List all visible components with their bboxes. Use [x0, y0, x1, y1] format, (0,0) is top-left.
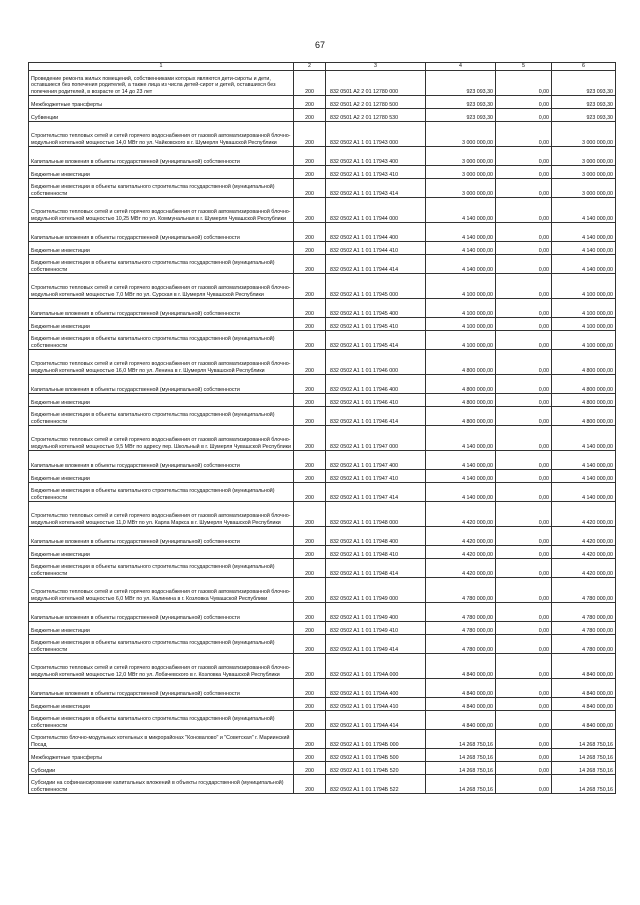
row-name-cell: Капитальные вложения в объекты государственной (муниципальной) собственности — [29, 679, 294, 698]
row-change-cell: 0,00 — [496, 147, 552, 166]
row-amount-cell: 4 420 000,00 — [426, 527, 496, 546]
row-admin-cell: 200 — [294, 375, 326, 394]
row-admin-cell: 200 — [294, 603, 326, 622]
row-amount-cell: 4 140 000,00 — [426, 198, 496, 223]
row-change-cell: 0,00 — [496, 122, 552, 147]
row-admin-cell: 200 — [294, 318, 326, 331]
row-change-cell: 0,00 — [496, 96, 552, 109]
row-total-cell: 4 420 000,00 — [552, 559, 616, 578]
row-code-cell: 832 0502 A1 1 01 1794Б 522 — [326, 775, 426, 794]
row-change-cell: 0,00 — [496, 451, 552, 470]
table-row — [29, 109, 616, 122]
row-code-cell: 832 0502 A1 1 01 17948 410 — [326, 546, 426, 559]
row-admin-cell: 200 — [294, 749, 326, 762]
row-change-cell: 0,00 — [496, 274, 552, 299]
row-change-cell: 0,00 — [496, 749, 552, 762]
row-code-cell: 832 0502 A1 1 01 17943 400 — [326, 147, 426, 166]
row-name-cell: Бюджетные инвестиции — [29, 318, 294, 331]
row-total-cell: 3 000 000,00 — [552, 147, 616, 166]
row-total-cell: 4 840 000,00 — [552, 654, 616, 679]
row-admin-cell: 200 — [294, 762, 326, 775]
table-row — [29, 331, 616, 350]
row-change-cell: 0,00 — [496, 635, 552, 654]
row-code-cell: 832 0502 A1 1 01 1794A 000 — [326, 654, 426, 679]
row-code-cell: 832 0502 A1 1 01 17947 000 — [326, 426, 426, 451]
row-amount-cell: 14 268 750,16 — [426, 730, 496, 749]
row-change-cell: 0,00 — [496, 331, 552, 350]
table-row — [29, 350, 616, 375]
table-row — [29, 179, 616, 198]
row-admin-cell: 200 — [294, 698, 326, 711]
table-row — [29, 679, 616, 698]
column-header: 3 — [326, 63, 426, 71]
row-code-cell: 832 0502 A1 1 01 17948 000 — [326, 502, 426, 527]
row-total-cell: 14 268 750,16 — [552, 749, 616, 762]
row-name-cell: Бюджетные инвестиции в объекты капитального строительства государственной (муниципальной) собственности — [29, 711, 294, 730]
table-row — [29, 502, 616, 527]
row-code-cell: 832 0502 A1 1 01 17943 000 — [326, 122, 426, 147]
row-amount-cell: 14 268 750,16 — [426, 775, 496, 794]
row-code-cell: 832 0502 A1 1 01 17947 410 — [326, 470, 426, 483]
row-amount-cell: 923 093,30 — [426, 96, 496, 109]
row-total-cell: 4 100 000,00 — [552, 274, 616, 299]
row-amount-cell: 4 840 000,00 — [426, 711, 496, 730]
row-admin-cell: 200 — [294, 654, 326, 679]
row-amount-cell: 4 800 000,00 — [426, 350, 496, 375]
row-amount-cell: 923 093,30 — [426, 71, 496, 96]
row-name-cell: Бюджетные инвестиции в объекты капитального строительства государственной (муниципальной) собственности — [29, 635, 294, 654]
table-row — [29, 483, 616, 502]
row-total-cell: 3 000 000,00 — [552, 166, 616, 179]
row-total-cell: 4 800 000,00 — [552, 375, 616, 394]
row-admin-cell: 200 — [294, 255, 326, 274]
row-total-cell: 4 780 000,00 — [552, 578, 616, 603]
row-name-cell: Строительство тепловых сетей и сетей горячего водоснабжения от газовой автоматизированной блочно-модульной котельной мощностью 7,0 МВт по ул. Сурская в г. Шумерля Чувашской Республики — [29, 274, 294, 299]
row-code-cell: 832 0502 A1 1 01 17948 414 — [326, 559, 426, 578]
row-admin-cell: 200 — [294, 711, 326, 730]
row-amount-cell: 14 268 750,16 — [426, 749, 496, 762]
column-header: 4 — [426, 63, 496, 71]
row-amount-cell: 4 420 000,00 — [426, 546, 496, 559]
row-code-cell: 832 0502 A1 1 01 17943 414 — [326, 179, 426, 198]
table-row — [29, 730, 616, 749]
row-admin-cell: 200 — [294, 299, 326, 318]
row-change-cell: 0,00 — [496, 527, 552, 546]
row-change-cell: 0,00 — [496, 255, 552, 274]
row-amount-cell: 4 840 000,00 — [426, 679, 496, 698]
row-total-cell: 4 100 000,00 — [552, 331, 616, 350]
table-row — [29, 654, 616, 679]
row-change-cell: 0,00 — [496, 179, 552, 198]
row-name-cell: Бюджетные инвестиции — [29, 698, 294, 711]
row-code-cell: 832 0502 A1 1 01 17948 400 — [326, 527, 426, 546]
row-amount-cell: 923 093,30 — [426, 109, 496, 122]
row-admin-cell: 200 — [294, 470, 326, 483]
table-row — [29, 451, 616, 470]
row-name-cell: Строительство тепловых сетей и сетей горячего водоснабжения от газовой автоматизированной блочно-модульной котельной мощностью 6,0 МВт по ул. Калинина в г. Козловка Чувашской Республики — [29, 578, 294, 603]
row-code-cell: 832 0502 A1 1 01 17946 414 — [326, 407, 426, 426]
table-row — [29, 71, 616, 96]
row-name-cell: Строительство тепловых сетей и сетей горячего водоснабжения от газовой автоматизированной блочно-модульной котельной мощностью 12,0 МВт по ул. Лобачевского в г. Козловка Чувашской Республики — [29, 654, 294, 679]
column-header: 1 — [29, 63, 294, 71]
row-amount-cell: 4 800 000,00 — [426, 407, 496, 426]
row-change-cell: 0,00 — [496, 502, 552, 527]
row-amount-cell: 4 140 000,00 — [426, 451, 496, 470]
row-admin-cell: 200 — [294, 331, 326, 350]
row-total-cell: 4 780 000,00 — [552, 603, 616, 622]
row-name-cell: Капитальные вложения в объекты государственной (муниципальной) собственности — [29, 223, 294, 242]
row-amount-cell: 4 140 000,00 — [426, 483, 496, 502]
row-admin-cell: 200 — [294, 242, 326, 255]
row-code-cell: 832 0502 A1 1 01 1794Б 520 — [326, 762, 426, 775]
row-change-cell: 0,00 — [496, 470, 552, 483]
table-row — [29, 407, 616, 426]
row-change-cell: 0,00 — [496, 375, 552, 394]
row-total-cell: 4 140 000,00 — [552, 255, 616, 274]
row-code-cell: 832 0502 A1 1 01 17945 410 — [326, 318, 426, 331]
row-change-cell: 0,00 — [496, 775, 552, 794]
row-amount-cell: 4 420 000,00 — [426, 502, 496, 527]
row-amount-cell: 4 840 000,00 — [426, 698, 496, 711]
row-code-cell: 832 0502 A1 1 01 17947 414 — [326, 483, 426, 502]
table-row — [29, 527, 616, 546]
row-total-cell: 923 093,30 — [552, 71, 616, 96]
row-total-cell: 14 268 750,16 — [552, 762, 616, 775]
row-total-cell: 4 840 000,00 — [552, 711, 616, 730]
row-total-cell: 4 800 000,00 — [552, 394, 616, 407]
row-name-cell: Строительство блочно-модульных котельных в микрорайонах "Коновалово" и "Советская" г. Мариинский Посад — [29, 730, 294, 749]
row-name-cell: Капитальные вложения в объекты государственной (муниципальной) собственности — [29, 451, 294, 470]
row-amount-cell: 4 420 000,00 — [426, 559, 496, 578]
row-name-cell: Бюджетные инвестиции — [29, 470, 294, 483]
row-admin-cell: 200 — [294, 775, 326, 794]
row-admin-cell: 200 — [294, 546, 326, 559]
row-admin-cell: 200 — [294, 407, 326, 426]
row-name-cell: Проведение ремонта жилых помещений, собственниками которых являются дети-сироты и дети, оставшиеся без попечения родителей, а также лица из числа детей-сирот и детей, оставшихся без попечения родителей, в возрасте от 14 до 23 лет — [29, 71, 294, 96]
row-total-cell: 923 093,30 — [552, 96, 616, 109]
table-row — [29, 299, 616, 318]
row-change-cell: 0,00 — [496, 242, 552, 255]
row-name-cell: Бюджетные инвестиции в объекты капитального строительства государственной (муниципальной) собственности — [29, 255, 294, 274]
row-admin-cell: 200 — [294, 578, 326, 603]
row-code-cell: 832 0502 A1 1 01 1794A 400 — [326, 679, 426, 698]
row-change-cell: 0,00 — [496, 426, 552, 451]
row-amount-cell: 4 800 000,00 — [426, 375, 496, 394]
row-code-cell: 832 0502 A1 1 01 1794A 410 — [326, 698, 426, 711]
table-row — [29, 559, 616, 578]
row-code-cell: 832 0502 A1 1 01 17947 400 — [326, 451, 426, 470]
row-name-cell: Строительство тепловых сетей и сетей горячего водоснабжения от газовой автоматизированной блочно-модульной котельной мощностью 9,5 МВт по адресу пер. Школьный в г. Шумерля Чувашской Республики — [29, 426, 294, 451]
table-row — [29, 622, 616, 635]
table-row — [29, 166, 616, 179]
row-amount-cell: 4 140 000,00 — [426, 255, 496, 274]
row-admin-cell: 200 — [294, 147, 326, 166]
row-change-cell: 0,00 — [496, 762, 552, 775]
row-change-cell: 0,00 — [496, 223, 552, 242]
row-code-cell: 832 0501 A2 2 01 12780 000 — [326, 71, 426, 96]
row-total-cell: 4 140 000,00 — [552, 242, 616, 255]
row-admin-cell: 200 — [294, 109, 326, 122]
row-admin-cell: 200 — [294, 274, 326, 299]
row-total-cell: 923 093,30 — [552, 109, 616, 122]
row-total-cell: 4 140 000,00 — [552, 470, 616, 483]
row-amount-cell: 4 140 000,00 — [426, 470, 496, 483]
row-amount-cell: 4 780 000,00 — [426, 603, 496, 622]
table-row — [29, 242, 616, 255]
table-row — [29, 749, 616, 762]
column-header: 5 — [496, 63, 552, 71]
table-row — [29, 775, 616, 794]
row-total-cell: 4 780 000,00 — [552, 635, 616, 654]
table-row — [29, 698, 616, 711]
row-change-cell: 0,00 — [496, 198, 552, 223]
table-body — [29, 71, 616, 794]
row-amount-cell: 4 780 000,00 — [426, 635, 496, 654]
row-name-cell: Бюджетные инвестиции — [29, 242, 294, 255]
header-row — [29, 63, 616, 71]
row-name-cell: Субсидии на софинансирование капитальных вложений в объекты государственной (муниципальной) собственности — [29, 775, 294, 794]
page-number: 67 — [314, 40, 325, 50]
table-row — [29, 394, 616, 407]
row-admin-cell: 200 — [294, 198, 326, 223]
row-admin-cell: 200 — [294, 350, 326, 375]
column-header: 6 — [552, 63, 616, 71]
row-code-cell: 832 0501 A2 2 01 12780 530 — [326, 109, 426, 122]
row-name-cell: Капитальные вложения в объекты государственной (муниципальной) собственности — [29, 603, 294, 622]
row-total-cell: 4 840 000,00 — [552, 679, 616, 698]
row-admin-cell: 200 — [294, 559, 326, 578]
row-code-cell: 832 0502 A1 1 01 17943 410 — [326, 166, 426, 179]
row-change-cell: 0,00 — [496, 711, 552, 730]
row-name-cell: Капитальные вложения в объекты государственной (муниципальной) собственности — [29, 147, 294, 166]
row-admin-cell: 200 — [294, 622, 326, 635]
row-total-cell: 4 840 000,00 — [552, 698, 616, 711]
row-change-cell: 0,00 — [496, 109, 552, 122]
row-total-cell: 4 140 000,00 — [552, 198, 616, 223]
row-name-cell: Субвенции — [29, 109, 294, 122]
row-name-cell: Бюджетные инвестиции в объекты капитального строительства государственной (муниципальной) собственности — [29, 331, 294, 350]
row-change-cell: 0,00 — [496, 559, 552, 578]
row-code-cell: 832 0502 A1 1 01 17944 414 — [326, 255, 426, 274]
table-row — [29, 635, 616, 654]
row-code-cell: 832 0502 A1 1 01 17945 414 — [326, 331, 426, 350]
row-amount-cell: 4 840 000,00 — [426, 654, 496, 679]
row-amount-cell: 4 100 000,00 — [426, 331, 496, 350]
row-change-cell: 0,00 — [496, 546, 552, 559]
row-change-cell: 0,00 — [496, 350, 552, 375]
row-admin-cell: 200 — [294, 527, 326, 546]
row-amount-cell: 4 140 000,00 — [426, 426, 496, 451]
row-code-cell: 832 0501 A2 2 01 12780 500 — [326, 96, 426, 109]
row-admin-cell: 200 — [294, 730, 326, 749]
row-name-cell: Капитальные вложения в объекты государственной (муниципальной) собственности — [29, 299, 294, 318]
row-admin-cell: 200 — [294, 451, 326, 470]
row-code-cell: 832 0502 A1 1 01 17944 410 — [326, 242, 426, 255]
table-row — [29, 578, 616, 603]
row-amount-cell: 3 000 000,00 — [426, 179, 496, 198]
row-amount-cell: 4 140 000,00 — [426, 223, 496, 242]
row-total-cell: 3 000 000,00 — [552, 179, 616, 198]
row-change-cell: 0,00 — [496, 318, 552, 331]
row-total-cell: 4 140 000,00 — [552, 483, 616, 502]
row-code-cell: 832 0502 A1 1 01 1794A 414 — [326, 711, 426, 730]
row-code-cell: 832 0502 A1 1 01 17944 400 — [326, 223, 426, 242]
row-admin-cell: 200 — [294, 483, 326, 502]
row-total-cell: 4 420 000,00 — [552, 527, 616, 546]
row-name-cell: Строительство тепловых сетей и сетей горячего водоснабжения от газовой автоматизированной блочно-модульной котельной мощностью 14,0 МВт по ул. Чайковского в г. Шумерля Чувашской Республики — [29, 122, 294, 147]
row-name-cell: Строительство тепловых сетей и сетей горячего водоснабжения от газовой автоматизированной блочно-модульной котельной мощностью 10,25 МВт по ул. Коммунальная в г. Шумерля Чувашской Республики — [29, 198, 294, 223]
table-row — [29, 255, 616, 274]
row-admin-cell: 200 — [294, 166, 326, 179]
row-change-cell: 0,00 — [496, 679, 552, 698]
table-row — [29, 96, 616, 109]
column-header: 2 — [294, 63, 326, 71]
row-change-cell: 0,00 — [496, 299, 552, 318]
row-code-cell: 832 0502 A1 1 01 17945 000 — [326, 274, 426, 299]
row-amount-cell: 4 140 000,00 — [426, 242, 496, 255]
row-name-cell: Капитальные вложения в объекты государственной (муниципальной) собственности — [29, 527, 294, 546]
table-row — [29, 470, 616, 483]
row-name-cell: Строительство тепловых сетей и сетей горячего водоснабжения от газовой автоматизированной блочно-модульной котельной мощностью 16,0 МВт по ул. Ленина в г. Шумерля Чувашской Республики — [29, 350, 294, 375]
row-total-cell: 3 000 000,00 — [552, 122, 616, 147]
row-total-cell: 14 268 750,16 — [552, 775, 616, 794]
row-name-cell: Капитальные вложения в объекты государственной (муниципальной) собственности — [29, 375, 294, 394]
row-name-cell: Бюджетные инвестиции в объекты капитального строительства государственной (муниципальной) собственности — [29, 559, 294, 578]
row-admin-cell: 200 — [294, 426, 326, 451]
row-total-cell: 4 800 000,00 — [552, 407, 616, 426]
row-amount-cell: 4 100 000,00 — [426, 318, 496, 331]
row-total-cell: 4 800 000,00 — [552, 350, 616, 375]
row-name-cell: Субсидии — [29, 762, 294, 775]
row-name-cell: Бюджетные инвестиции в объекты капитального строительства государственной (муниципальной) собственности — [29, 407, 294, 426]
table-row — [29, 318, 616, 331]
row-change-cell: 0,00 — [496, 654, 552, 679]
row-total-cell: 4 100 000,00 — [552, 299, 616, 318]
row-admin-cell: 200 — [294, 71, 326, 96]
table-row — [29, 122, 616, 147]
table-row — [29, 711, 616, 730]
row-amount-cell: 4 800 000,00 — [426, 394, 496, 407]
row-change-cell: 0,00 — [496, 603, 552, 622]
table-row — [29, 198, 616, 223]
row-name-cell: Межбюджетные трансферты — [29, 96, 294, 109]
table-row — [29, 274, 616, 299]
row-amount-cell: 3 000 000,00 — [426, 166, 496, 179]
row-admin-cell: 200 — [294, 96, 326, 109]
row-code-cell: 832 0502 A1 1 01 1794Б 000 — [326, 730, 426, 749]
row-total-cell: 4 140 000,00 — [552, 451, 616, 470]
row-amount-cell: 3 000 000,00 — [426, 147, 496, 166]
row-change-cell: 0,00 — [496, 622, 552, 635]
budget-table — [28, 62, 616, 794]
row-total-cell: 4 420 000,00 — [552, 502, 616, 527]
row-name-cell: Бюджетные инвестиции — [29, 166, 294, 179]
row-code-cell: 832 0502 A1 1 01 17949 410 — [326, 622, 426, 635]
table-row — [29, 375, 616, 394]
row-change-cell: 0,00 — [496, 394, 552, 407]
table-row — [29, 546, 616, 559]
row-name-cell: Бюджетные инвестиции — [29, 546, 294, 559]
row-code-cell: 832 0502 A1 1 01 17949 400 — [326, 603, 426, 622]
row-total-cell: 14 268 750,16 — [552, 730, 616, 749]
row-name-cell: Межбюджетные трансферты — [29, 749, 294, 762]
row-name-cell: Бюджетные инвестиции в объекты капитального строительства государственной (муниципальной) собственности — [29, 483, 294, 502]
table-row — [29, 603, 616, 622]
row-change-cell: 0,00 — [496, 71, 552, 96]
row-code-cell: 832 0502 A1 1 01 17946 410 — [326, 394, 426, 407]
row-admin-cell: 200 — [294, 223, 326, 242]
row-change-cell: 0,00 — [496, 483, 552, 502]
row-total-cell: 4 420 000,00 — [552, 546, 616, 559]
table-row — [29, 147, 616, 166]
table-row — [29, 223, 616, 242]
row-amount-cell: 3 000 000,00 — [426, 122, 496, 147]
row-admin-cell: 200 — [294, 122, 326, 147]
row-name-cell: Бюджетные инвестиции — [29, 622, 294, 635]
row-code-cell: 832 0502 A1 1 01 17946 400 — [326, 375, 426, 394]
row-admin-cell: 200 — [294, 179, 326, 198]
row-code-cell: 832 0502 A1 1 01 17945 400 — [326, 299, 426, 318]
row-amount-cell: 4 780 000,00 — [426, 622, 496, 635]
row-admin-cell: 200 — [294, 679, 326, 698]
row-change-cell: 0,00 — [496, 578, 552, 603]
row-change-cell: 0,00 — [496, 698, 552, 711]
row-name-cell: Бюджетные инвестиции — [29, 394, 294, 407]
row-admin-cell: 200 — [294, 502, 326, 527]
row-change-cell: 0,00 — [496, 166, 552, 179]
row-amount-cell: 4 780 000,00 — [426, 578, 496, 603]
row-change-cell: 0,00 — [496, 730, 552, 749]
row-total-cell: 4 780 000,00 — [552, 622, 616, 635]
row-amount-cell: 14 268 750,16 — [426, 762, 496, 775]
table-row — [29, 426, 616, 451]
row-admin-cell: 200 — [294, 635, 326, 654]
row-amount-cell: 4 100 000,00 — [426, 299, 496, 318]
row-total-cell: 4 100 000,00 — [552, 318, 616, 331]
row-amount-cell: 4 100 000,00 — [426, 274, 496, 299]
row-change-cell: 0,00 — [496, 407, 552, 426]
row-name-cell: Строительство тепловых сетей и сетей горячего водоснабжения от газовой автоматизированной блочно-модульной котельной мощностью 11,0 МВт по ул. Карла Маркса в г. Шумерля Чувашской Республики — [29, 502, 294, 527]
row-code-cell: 832 0502 A1 1 01 17949 000 — [326, 578, 426, 603]
row-code-cell: 832 0502 A1 1 01 1794Б 500 — [326, 749, 426, 762]
row-code-cell: 832 0502 A1 1 01 17944 000 — [326, 198, 426, 223]
row-code-cell: 832 0502 A1 1 01 17946 000 — [326, 350, 426, 375]
row-admin-cell: 200 — [294, 394, 326, 407]
row-total-cell: 4 140 000,00 — [552, 426, 616, 451]
row-total-cell: 4 140 000,00 — [552, 223, 616, 242]
row-code-cell: 832 0502 A1 1 01 17949 414 — [326, 635, 426, 654]
table-row — [29, 762, 616, 775]
row-name-cell: Бюджетные инвестиции в объекты капитального строительства государственной (муниципальной) собственности — [29, 179, 294, 198]
